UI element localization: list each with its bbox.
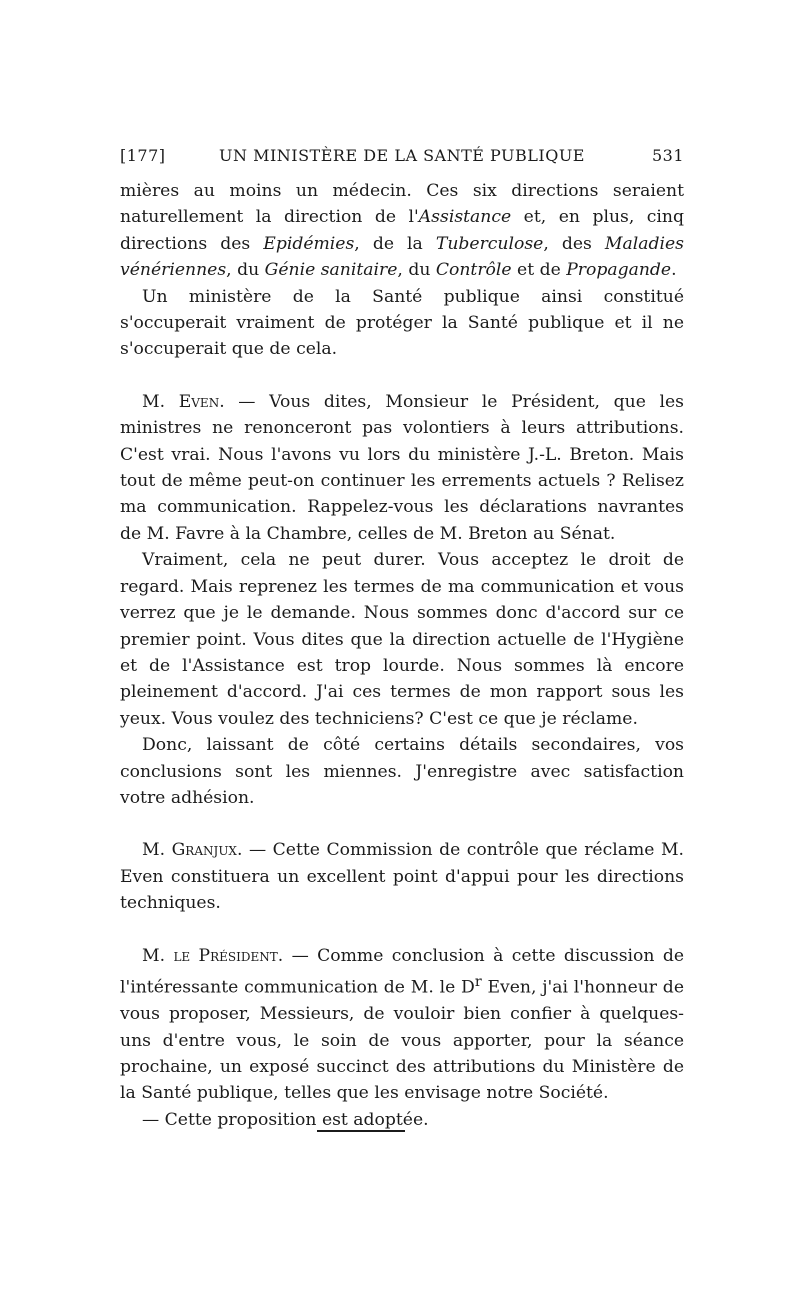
speaker-name: le Président [173,945,278,966]
speaker-name: Granjux [171,840,237,861]
speech-president: M. le Président. — Comme conclusion à cette discussion de l'intéressante communication de M. le $D^r$ Even, j'ai l'honneur de vous proposer, Messieurs, de vouloir bien confier à quelques-uns d'entre vous, le soin de vous apporter, pour la séance prochaine, un exposé succinct des attributions du Ministère de la Santé publique, telles que les envisage notre Société. [120,945,684,1104]
paragraph-even-continued: Vraiment, cela ne peut durer. Vous acceptez le droit de regard. Mais reprenez les termes de ma communication et vous verrez que je le demande. Nous sommes donc d'accord sur ce premier point. Vous dites que la direction actuelle de l'Hygiène et de l'Assistance est trop lourde. Nous sommes là encore pleinement d'accord. J'ai ces termes de mon rapport sous les yeux. Vous voulez des techniciens? C'est ce que je réclame. [120,550,684,729]
bracketed-page-number: [177] [120,146,166,165]
running-header [120,146,684,170]
speech-even: M. Even. — Vous dites, Monsieur le Président, que les ministres ne renonceront pas volontiers à leurs attributions. C'est vrai. Nous l'avons vu lors du ministère J.-L. Breton. Mais tout de même peut-on continuer les errements actuels ? Relisez ma communication. Rappelez-vous les déclarations navrantes de M. Favre à la Chambre, celles de M. Breton au Sénat. [120,391,684,544]
body-text [120,178,684,1133]
paragraph-ministry: Un ministère de la Santé publique ainsi constitué s'occuperait vraiment de protéger la Santé publique et il ne s'occuperait que de cela. [120,286,684,360]
speech-granjux: M. Granjux. — Cette Commission de contrôle que réclame M. Even constituera un excellent point d'appui pour les directions techniques. [120,840,685,914]
paragraph-directions: mières au moins un médecin. Ces six directions seraient naturellement la direction de l'Assistance et, en plus, cinq directions des Epidémies, de la Tuberculose, des Maladies vénériennes, du Génie sanitaire, du Contrôle et de Propagande. [120,181,684,281]
page-number: 531 [651,146,684,165]
running-title: UN MINISTÈRE DE LA SANTÉ PUBLIQUE [219,146,585,165]
speaker-name: Even [178,391,220,412]
paragraph-adopted: — Cette proposition est adoptée. [142,1109,429,1130]
paragraph-even-conclusion: Donc, laissant de côté certains détails secondaires, vos conclusions sont les miennes. J'enregistre avec satisfaction votre adhésion. [120,735,684,808]
closing-rule [317,1130,405,1132]
